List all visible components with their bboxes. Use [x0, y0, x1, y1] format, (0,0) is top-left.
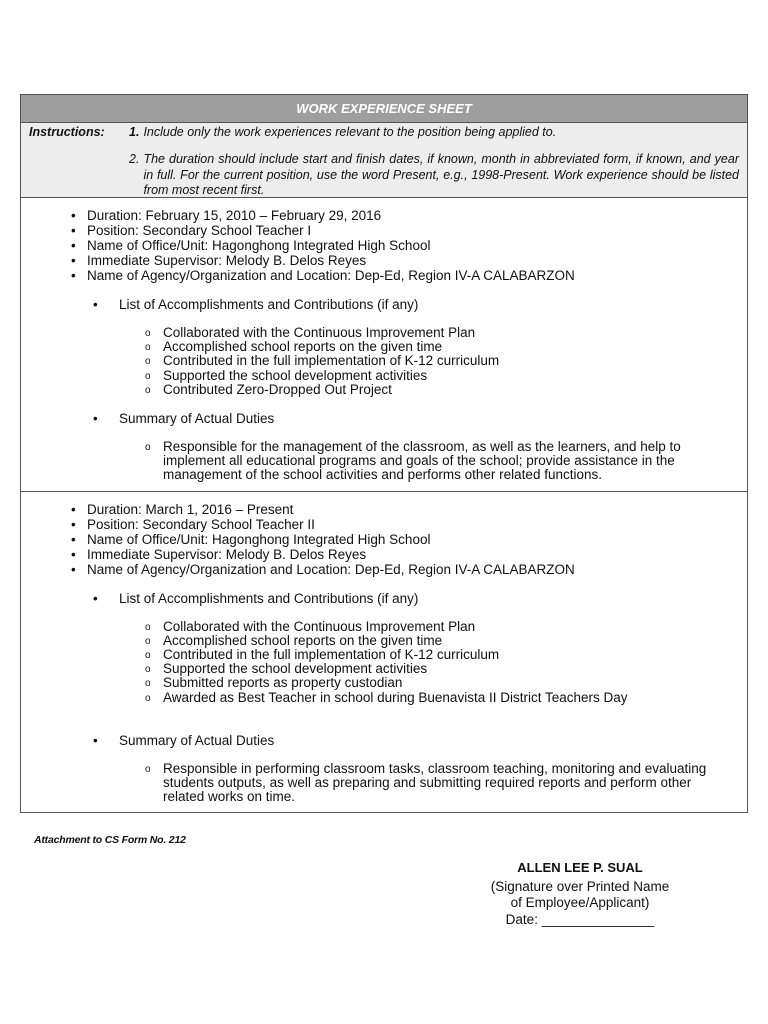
work-entry-1	[21, 198, 747, 491]
accomplishment-item: o Contributed Zero-Dropped Out Project	[145, 383, 737, 397]
work-experience-sheet	[20, 94, 748, 813]
accomplishment-item: o Supported the school development activities	[145, 369, 737, 383]
accomplishment-item: o Collaborated with the Continuous Improvement Plan	[145, 620, 737, 634]
entry-position: • Position: Secondary School Teacher II	[69, 517, 737, 532]
entry-office: • Name of Office/Unit: Hagonghong Integrated High School	[69, 532, 737, 547]
entry-agency: • Name of Agency/Organization and Location: Dep-Ed, Region IV-A CALABARZON	[69, 268, 737, 283]
accomplishment-item: o Accomplished school reports on the given time	[145, 340, 737, 354]
duty-item: o Responsible in performing classroom tasks, classroom teaching, monitoring and evaluating students outputs, as well as preparing and submitting required reports and perform other related works on time.	[145, 762, 737, 805]
entry-office: • Name of Office/Unit: Hagonghong Integrated High School	[69, 238, 737, 253]
entry-supervisor: • Immediate Supervisor: Melody B. Delos Reyes	[69, 547, 737, 562]
entry-agency: • Name of Agency/Organization and Location: Dep-Ed, Region IV-A CALABARZON	[69, 562, 737, 577]
entry-supervisor: • Immediate Supervisor: Melody B. Delos Reyes	[69, 253, 737, 268]
instructions-section	[21, 123, 747, 198]
accomplishments-heading: • List of Accomplishments and Contributions (if any)	[69, 591, 737, 606]
instruction-1-number: 1.	[129, 125, 140, 139]
instruction-1-text: Include only the work experiences relevant to the position being applied to.	[143, 125, 557, 139]
accomplishment-item: o Awarded as Best Teacher in school during Buenavista II District Teachers Day	[145, 691, 737, 705]
accomplishment-item: o Collaborated with the Continuous Improvement Plan	[145, 326, 737, 340]
instruction-2-number: 2.	[129, 152, 140, 166]
accomplishment-item: o Accomplished school reports on the given time	[145, 634, 737, 648]
instructions-label: Instructions:	[29, 125, 105, 139]
accomplishment-item: o Submitted reports as property custodian	[145, 676, 737, 690]
accomplishment-item: o Supported the school development activities	[145, 662, 737, 676]
entry-duration: • Duration: March 1, 2016 – Present	[69, 502, 737, 517]
accomplishments-heading: • List of Accomplishments and Contributions (if any)	[69, 297, 737, 312]
signature-caption-line1: (Signature over Printed Name	[490, 878, 670, 894]
signature-block	[470, 860, 690, 928]
employee-name: ALLEN LEE P. SUAL	[517, 860, 643, 875]
work-entry-2	[21, 491, 747, 813]
instruction-2-text: The duration should include start and finish dates, if known, month in abbreviated form, if known, and year in full. For the current position, use the word Present, e.g., 1998-Present. Work experience should be listed from most recent first.	[143, 152, 739, 197]
duty-item: o Responsible for the management of the classroom, as well as the learners, and help to implement all educational programs and goals of the school; provide assistance in the management of the school activities and performs other related functions.	[145, 440, 737, 483]
signature-caption-line2: of Employee/Applicant)	[510, 895, 650, 910]
entry-position: • Position: Secondary School Teacher I	[69, 223, 737, 238]
duties-heading: • Summary of Actual Duties	[69, 733, 737, 748]
accomplishment-item: o Contributed in the full implementation of K-12 curriculum	[145, 648, 737, 662]
date-field: Date: _______________	[505, 911, 655, 927]
attachment-note: Attachment to CS Form No. 212	[34, 834, 186, 846]
entry-duration: • Duration: February 15, 2010 – February 29, 2016	[69, 208, 737, 223]
accomplishment-item: o Contributed in the full implementation of K-12 curriculum	[145, 354, 737, 368]
duties-heading: • Summary of Actual Duties	[69, 411, 737, 426]
sheet-title: WORK EXPERIENCE SHEET	[21, 95, 747, 123]
